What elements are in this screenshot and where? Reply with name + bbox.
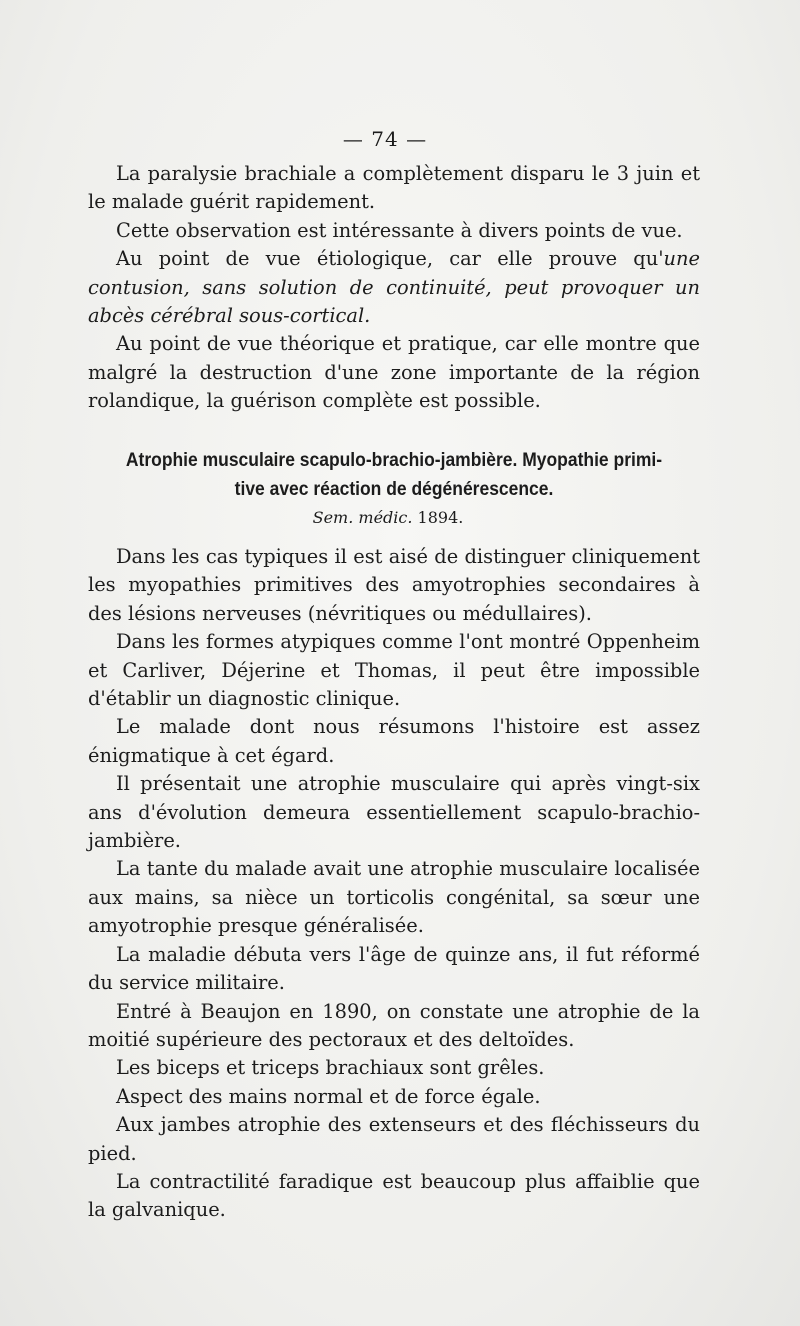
paragraph: Il présentait une atrophie musculaire qui après vingt-six ans d'évolution demeura essentiellement scapulo-brachio-jambière. <box>88 772 700 853</box>
source-journal: Sem. médic. <box>312 508 413 527</box>
page-number: — 74 — <box>342 127 428 151</box>
source-year: 1894. <box>417 508 464 527</box>
paragraph: Aspect des mains normal et de force égale. <box>116 1084 541 1108</box>
paragraph <box>88 245 700 330</box>
paragraph: La contractilité faradique est beaucoup plus affaiblie que la galvanique. <box>88 1169 700 1222</box>
paragraph: Aux jambes atrophie des extenseurs et des fléchisseurs du pied. <box>88 1113 700 1165</box>
paragraph: Entré à Beaujon en 1890, on constate une atrophie de la moitié supérieure des pectoraux et des deltoïdes. <box>88 999 700 1051</box>
paragraph: La maladie débuta vers l'âge de quinze ans, il fut réformé du service militaire. <box>88 942 700 995</box>
paragraph: Les biceps et triceps brachiaux sont grêles. <box>116 1056 545 1080</box>
article-title <box>112 446 675 504</box>
paragraph: Le malade dont nous résumons l'histoire est assez énigmatique à cet égard. <box>88 715 700 767</box>
article-title-line: tive avec réaction de dégénérescence. <box>234 479 554 500</box>
paragraph: La paralysie brachiale a complètement disparu le 3 juin et le malade guérit rapidement. <box>88 162 700 214</box>
article-body <box>88 543 700 1225</box>
italic-quote: une contusion, sans solution de continuité, peut provoquer un abcès cérébral sous-cortical. <box>88 247 700 328</box>
intro-text <box>88 160 700 416</box>
paragraph: La tante du malade avait une atrophie musculaire localisée aux mains, sa nièce un torticolis congénital, sa sœur une amyotrophie presque généralisée. <box>88 857 700 938</box>
article-source <box>0 508 776 527</box>
paragraph-text: Au point de vue étiologique, car elle prouve qu' <box>116 247 664 271</box>
paragraph: Cette observation est intéressante à divers points de vue. <box>116 218 683 242</box>
paragraph: Au point de vue théorique et pratique, car elle montre que malgré la destruction d'une zone importante de la région rolandique, la guérison complète est possible. <box>88 332 700 413</box>
paragraph: Dans les formes atypiques comme l'ont montré Oppenheim et Carliver, Déjerine et Thomas, il peut être impossible d'établir un diagnostic clinique. <box>88 630 700 711</box>
paragraph: Dans les cas typiques il est aisé de distinguer cliniquement les myopathies primitives des amyotrophies secondaires à des lésions nerveuses (névritiques ou médullaires). <box>88 545 700 625</box>
article-title-line: Atrophie musculaire scapulo-brachio-jambière. Myopathie primi- <box>125 450 663 471</box>
